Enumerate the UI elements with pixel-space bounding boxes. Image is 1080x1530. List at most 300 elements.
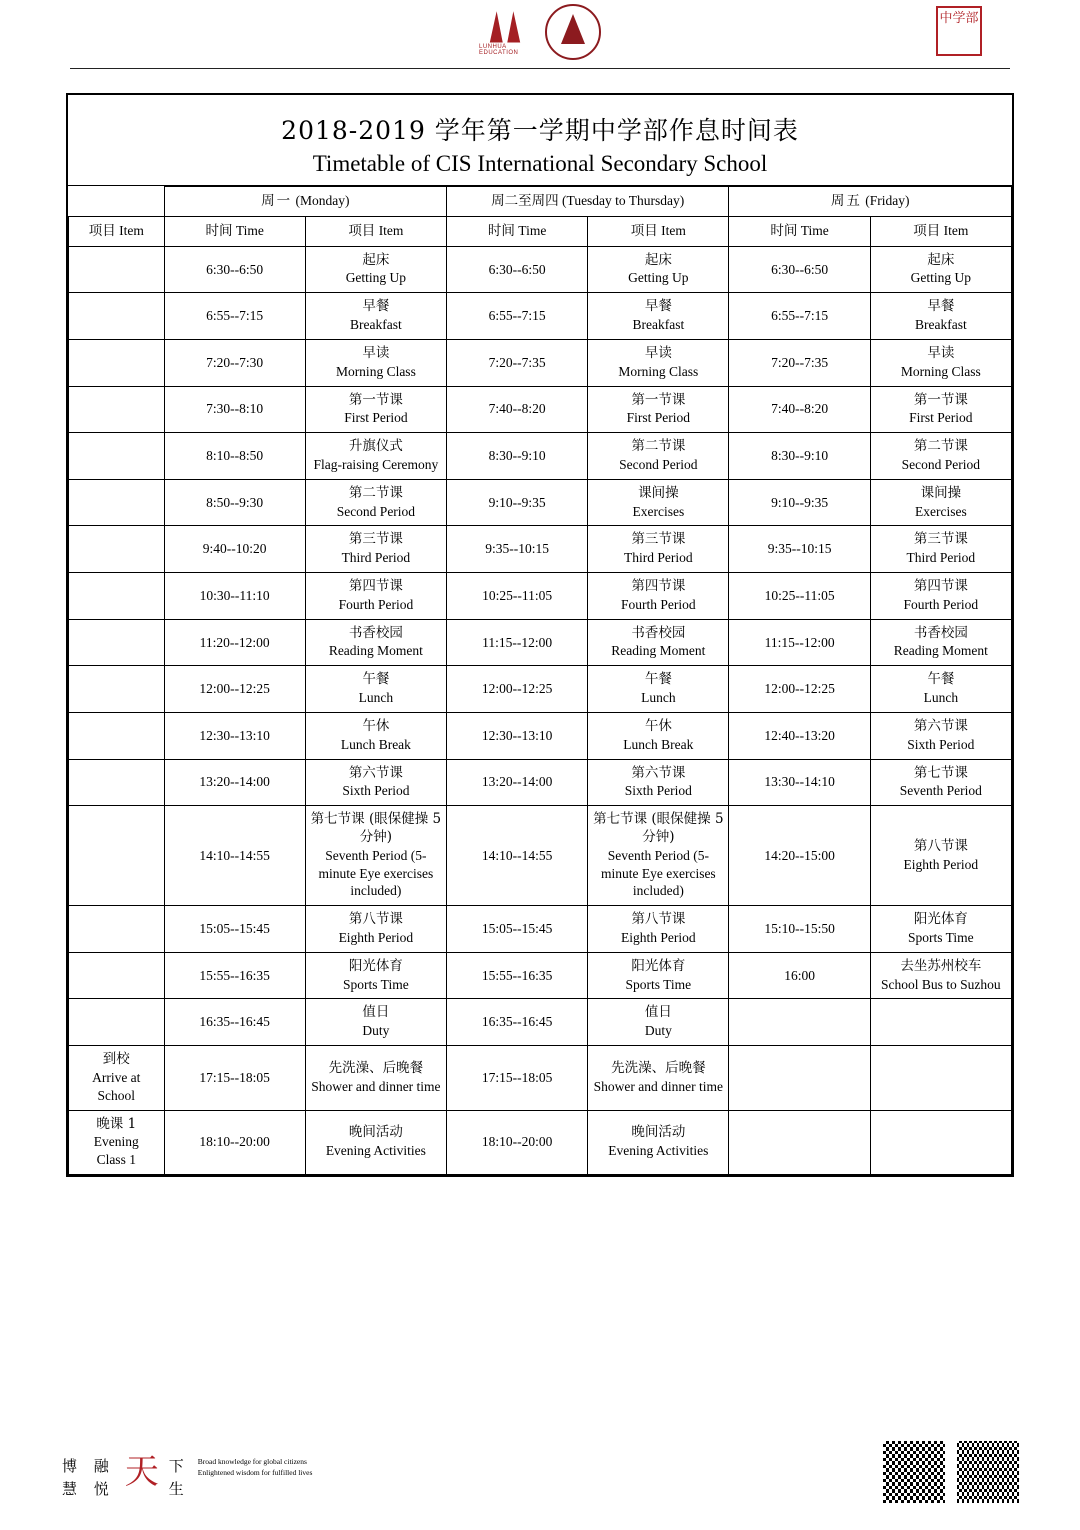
cell-mon-activity-cn: 值日 (362, 1004, 390, 1021)
cell-fri-activity (870, 906, 1011, 953)
cell-mon_time-text: 9:40--10:20 (202, 541, 267, 557)
cell-fri-activity-en: Exercises (914, 503, 967, 519)
cell-tue-activity (588, 999, 729, 1046)
table-row (69, 952, 1012, 999)
cell-fri-activity-cn: 阳光体育 (913, 911, 968, 928)
qr-code-left[interactable] (882, 1440, 946, 1504)
cell-tue-activity (588, 246, 729, 293)
cell-tue_time-text: 14:10--14:55 (481, 847, 553, 863)
cell-tue-activity (588, 619, 729, 666)
cell-mon-activity (305, 1046, 446, 1110)
cell-tue_time-text: 15:55--16:35 (481, 967, 553, 983)
cell-mon-activity (305, 712, 446, 759)
table-row (69, 712, 1012, 759)
cell-mon_time (164, 906, 305, 953)
cell-item-line2: Arrive at (92, 1069, 141, 1085)
cell-tue-activity-cn: 先洗澡、后晚餐 (611, 1059, 706, 1076)
cell-tue-activity-en: Seventh Period (5-minute Eye exercises included) (600, 847, 716, 899)
cell-mon-activity-cn: 晚间活动 (348, 1124, 403, 1141)
cell-fri-activity-en: Sports Time (908, 930, 974, 945)
cell-fri_time-text: 13:30--14:10 (764, 774, 835, 790)
subheader-item-0 (69, 216, 165, 246)
cell-fri_time (729, 712, 870, 759)
slogan-cn-left (62, 1455, 115, 1500)
lunhua-mark-icon (486, 9, 524, 43)
table-row (69, 1046, 1012, 1110)
group-monday-en: (Monday) (295, 193, 350, 208)
school-slogan-logo (62, 1452, 313, 1500)
page-footer (0, 1414, 1080, 1504)
cell-mon-activity-cn: 第一节课 (348, 391, 403, 408)
cell-item (69, 433, 165, 480)
cell-tue-activity-en: Sixth Period (624, 783, 692, 799)
cell-tue-activity (588, 573, 729, 620)
subheader-time-cn-fri: 时间 (770, 222, 798, 239)
cell-fri-activity (870, 246, 1011, 293)
cell-mon_time-text: 7:30--8:10 (206, 401, 264, 417)
cell-tue-activity-cn: 第三节课 (631, 531, 686, 548)
cell-mon_time (164, 433, 305, 480)
cell-fri_time-text: 6:30--6:50 (771, 261, 829, 277)
cell-tue_time (447, 479, 588, 526)
cell-mon-activity (305, 952, 446, 999)
cell-item-line1: 到校 (102, 1051, 130, 1068)
cell-fri-activity-en: Third Period (906, 550, 976, 566)
cell-fri-activity (870, 293, 1011, 340)
cell-mon_time (164, 1110, 305, 1174)
cell-mon_time-text: 16:35--16:45 (199, 1014, 270, 1030)
cell-mon_time-text: 7:20--7:30 (206, 354, 264, 370)
cell-tue_time-text: 9:35--10:15 (485, 541, 549, 557)
cell-mon_time-text: 11:20--12:00 (199, 634, 270, 650)
cell-tue_time (447, 573, 588, 620)
cell-mon-activity (305, 246, 446, 293)
cell-tue_time-text: 9:10--9:35 (488, 494, 546, 510)
cell-tue-activity (588, 433, 729, 480)
subheader-time-fri (729, 216, 870, 246)
cell-fri_time-text: 8:30--9:10 (771, 448, 829, 464)
cell-fri-activity-en: Fourth Period (903, 596, 979, 612)
cell-mon_time-text: 12:30--13:10 (199, 727, 270, 743)
cell-mon-activity-en: Shower and dinner time (311, 1078, 441, 1094)
cell-fri-activity-cn: 课间操 (920, 484, 962, 501)
cell-fri-activity-cn: 第二节课 (913, 438, 968, 455)
cell-mon_time-text: 15:55--16:35 (199, 967, 270, 983)
cell-mon_time (164, 573, 305, 620)
cell-fri-activity (870, 1110, 1011, 1174)
cell-mon-activity (305, 759, 446, 806)
cell-mon-activity-cn: 午休 (362, 717, 390, 734)
cell-mon-activity (305, 433, 446, 480)
subheader-time-en-tue: Time (518, 222, 547, 238)
cell-item (69, 712, 165, 759)
cell-mon_time (164, 712, 305, 759)
cell-fri-activity-cn: 第三节课 (913, 531, 968, 548)
cell-fri-activity-en: Sixth Period (907, 736, 975, 752)
cell-tue-activity (588, 293, 729, 340)
cell-tue_time (447, 806, 588, 906)
cell-fri-activity-cn: 第四节课 (913, 578, 968, 594)
page-header (70, 0, 1010, 69)
cell-fri_time-text: 15:10--15:50 (764, 921, 835, 937)
cell-mon_time-text: 6:55--7:15 (206, 308, 264, 324)
cell-fri_time (729, 906, 870, 953)
cell-tue_time-text: 16:35--16:45 (481, 1014, 553, 1030)
subheader-time-en-mon: Time (235, 222, 264, 238)
cell-fri-activity-en: Seventh Period (899, 783, 982, 799)
cell-fri-activity-cn: 第七节课 (913, 764, 968, 781)
subheader-item-en-0: Item (119, 222, 144, 238)
cell-fri_time-text: 14:20--15:00 (764, 847, 835, 863)
cell-tue-activity (588, 1046, 729, 1110)
cell-fri-activity (870, 999, 1011, 1046)
cell-mon-activity-cn: 先洗澡、后晚餐 (328, 1059, 424, 1076)
cell-mon-activity (305, 999, 446, 1046)
subheader-item-tue (588, 216, 729, 246)
cell-tue-activity-en: Getting Up (628, 270, 689, 286)
cell-tue-activity-cn: 晚间活动 (631, 1124, 686, 1141)
table-row (69, 1110, 1012, 1174)
cell-fri-activity (870, 573, 1011, 620)
cell-item (69, 999, 165, 1046)
cell-fri_time (729, 246, 870, 293)
cell-item (69, 806, 165, 906)
cell-tue-activity (588, 666, 729, 713)
cell-mon-activity-en: Sixth Period (342, 783, 410, 799)
cell-item-line1: 晚课 1 (96, 1115, 137, 1132)
subheader-item-fri (870, 216, 1011, 246)
cell-mon-activity (305, 806, 446, 906)
header-logos (479, 4, 601, 60)
cell-fri-activity-en: School Bus to Suzhou (881, 976, 1001, 992)
cell-tue-activity-cn: 第八节课 (631, 911, 686, 928)
cell-fri_time (729, 666, 870, 713)
cell-tue-activity-cn: 第二节课 (631, 438, 686, 455)
cell-mon_time-text: 6:30--6:50 (206, 261, 264, 277)
cell-item (69, 906, 165, 953)
cell-fri_time-text: 7:20--7:35 (771, 354, 829, 370)
slogan-cn-line2: 慧 悦 (62, 1479, 115, 1498)
cell-item (69, 293, 165, 340)
cell-fri-activity-en: Morning Class (900, 363, 981, 379)
timetable-body (69, 246, 1012, 1174)
cell-tue-activity (588, 339, 729, 386)
cell-mon-activity-en: Lunch (358, 690, 394, 706)
cell-tue-activity-cn: 第四节课 (631, 578, 686, 594)
cell-tue-activity-en: Reading Moment (611, 643, 706, 659)
cell-tue_time (447, 906, 588, 953)
title-block (68, 95, 1012, 186)
cell-tue-activity-en: Breakfast (632, 317, 685, 333)
table-row (69, 666, 1012, 713)
table-row (69, 999, 1012, 1046)
cell-mon_time-text: 12:00--12:25 (199, 681, 270, 697)
cell-mon-activity (305, 293, 446, 340)
cell-tue_time-text: 7:40--8:20 (488, 401, 546, 417)
cell-tue-activity-cn: 午休 (644, 717, 672, 734)
cell-mon_time-text: 10:30--11:10 (199, 587, 270, 603)
cell-mon-activity-en: Getting Up (345, 270, 407, 286)
subheader-item-cn-fri: 项目 (913, 222, 941, 239)
cell-tue_time (447, 433, 588, 480)
cell-item (69, 1110, 165, 1174)
cell-fri_time (729, 339, 870, 386)
cell-tue-activity-cn: 阳光体育 (631, 957, 686, 974)
cell-fri-activity (870, 666, 1011, 713)
cell-mon_time (164, 246, 305, 293)
cell-item (69, 246, 165, 293)
cell-mon-activity (305, 526, 446, 573)
cell-mon-activity-cn: 第二节课 (348, 484, 403, 501)
cell-mon_time (164, 619, 305, 666)
cell-fri_time-text: 7:40--8:20 (771, 401, 829, 417)
cell-fri_time (729, 479, 870, 526)
cis-school-seal-icon (545, 4, 601, 60)
table-row (69, 906, 1012, 953)
table-row (69, 526, 1012, 573)
table-row (69, 573, 1012, 620)
cell-fri-activity (870, 712, 1011, 759)
cell-fri_time-text: 9:10--9:35 (771, 494, 829, 510)
cell-tue_time (447, 246, 588, 293)
cell-fri_time-text: 6:55--7:15 (771, 308, 829, 324)
cell-tue-activity (588, 906, 729, 953)
subheader-item-en-fri: Item (943, 222, 969, 238)
table-row (69, 619, 1012, 666)
cell-tue_time-text: 13:20--14:00 (481, 774, 553, 790)
cell-mon-activity (305, 479, 446, 526)
cell-mon-activity-en: Seventh Period (5-minute Eye exercises included) (318, 847, 434, 899)
cell-tue-activity (588, 526, 729, 573)
lunhua-education-logo (479, 6, 531, 58)
timetable-document (66, 93, 1014, 1177)
cell-fri_time (729, 619, 870, 666)
table-row (69, 339, 1012, 386)
cell-tue_time-text: 18:10--20:00 (481, 1134, 553, 1150)
table-row (69, 806, 1012, 906)
cell-mon-activity-cn: 第八节课 (348, 911, 403, 928)
cell-fri_time-text: 10:25--11:05 (764, 587, 835, 603)
cell-tue-activity-en: Second Period (619, 456, 698, 472)
cell-mon-activity-cn: 起床 (362, 251, 390, 268)
subheader-item-cn-tue: 项目 (630, 222, 658, 239)
cell-mon_time (164, 293, 305, 340)
slogan-en (198, 1457, 313, 1479)
cell-tue-activity-cn: 值日 (644, 1004, 672, 1021)
cell-fri-activity-cn: 去坐苏州校车 (900, 957, 982, 974)
subheader-item-cn-0: 项目 (88, 222, 116, 239)
slogan-en-line1: Broad knowledge for global citizens (197, 1457, 307, 1466)
cell-fri-activity-en: First Period (909, 410, 973, 426)
cell-mon-activity-cn: 早读 (362, 344, 390, 361)
group-header-friday (729, 187, 1012, 217)
cell-tue-activity-en: Lunch Break (623, 736, 694, 752)
cell-mon_time-text: 17:15--18:05 (199, 1069, 270, 1085)
subheader-item-en-mon: Item (378, 222, 404, 238)
subheader-item-en-tue: Item (661, 222, 686, 238)
cell-mon_time (164, 386, 305, 433)
cell-tue-activity-en: Lunch (641, 690, 676, 706)
cell-item-line3: School (97, 1087, 136, 1103)
cell-mon_time (164, 759, 305, 806)
cell-fri_time-text: 9:35--10:15 (767, 541, 832, 557)
cell-fri-activity-cn: 第一节课 (913, 391, 968, 408)
cell-mon-activity-en: Fourth Period (338, 596, 414, 612)
cell-mon-activity-cn: 阳光体育 (348, 957, 403, 974)
cell-fri-activity-en: Lunch (923, 690, 959, 706)
cell-fri-activity (870, 1046, 1011, 1110)
cell-mon-activity (305, 906, 446, 953)
cell-tue_time (447, 619, 588, 666)
cell-mon-activity-en: Lunch Break (340, 736, 411, 752)
group-tue-thu-cn: 周二至周四 (491, 193, 559, 209)
cell-mon_time-text: 15:05--15:45 (199, 921, 270, 937)
cell-tue-activity-en: Fourth Period (621, 596, 696, 612)
group-monday-cn: 周一 (261, 193, 293, 209)
cell-fri-activity-en: Getting Up (910, 270, 972, 286)
table-group-header-row (69, 187, 1012, 217)
subheader-item-mon (305, 216, 446, 246)
cell-item (69, 573, 165, 620)
cell-tue-activity-en: First Period (626, 410, 691, 426)
cell-tue-activity-cn: 早餐 (644, 298, 672, 315)
cell-mon_time-text: 18:10--20:00 (199, 1134, 270, 1150)
slogan-cn-line2b: 生 (168, 1479, 190, 1498)
cell-mon-activity-cn: 午餐 (362, 671, 390, 688)
cell-mon-activity-cn: 升旗仪式 (348, 438, 403, 455)
cell-fri-activity-cn: 午餐 (927, 671, 955, 688)
group-friday-cn: 周五 (830, 193, 862, 209)
cell-fri-activity-en: Reading Moment (893, 643, 988, 659)
cell-mon-activity (305, 386, 446, 433)
cell-fri_time-text: 11:15--12:00 (764, 634, 835, 650)
cell-tue_time-text: 12:00--12:25 (481, 681, 553, 697)
cell-tue_time-text: 6:30--6:50 (488, 261, 546, 277)
cell-tue-activity-cn: 第六节课 (631, 764, 686, 781)
cell-tue_time (447, 386, 588, 433)
cell-mon-activity (305, 573, 446, 620)
group-friday-en: (Friday) (865, 193, 910, 208)
cell-tue_time (447, 1110, 588, 1174)
cell-mon-activity-en: Second Period (336, 503, 416, 519)
slogan-cn-line1b: 下 (168, 1457, 190, 1475)
cell-mon-activity (305, 339, 446, 386)
slogan-cn-line1: 博 融 (62, 1457, 115, 1475)
slogan-red-mark-icon (124, 1452, 159, 1492)
subheader-time-cn-tue: 时间 (487, 222, 515, 239)
cell-tue-activity-en: Shower and dinner time (593, 1078, 724, 1094)
cell-fri-activity (870, 339, 1011, 386)
cell-fri_time (729, 293, 870, 340)
page-title-en: Timetable of CIS International Secondary School (312, 151, 768, 176)
cell-mon-activity-en: Flag-raising Ceremony (313, 456, 439, 472)
cell-tue_time-text: 6:55--7:15 (488, 308, 546, 324)
cell-mon_time-text: 8:10--8:50 (206, 448, 264, 464)
cell-item (69, 952, 165, 999)
cell-tue_time-text: 12:30--13:10 (481, 727, 553, 743)
cell-tue-activity-cn: 早读 (644, 344, 672, 361)
table-row (69, 386, 1012, 433)
cell-mon_time-text: 13:20--14:00 (199, 774, 270, 790)
timetable (68, 186, 1012, 1175)
cell-mon-activity-en: Sports Time (343, 976, 409, 992)
cell-tue_time-text: 11:15--12:00 (482, 634, 553, 650)
cell-tue_time (447, 293, 588, 340)
cell-mon-activity-en: First Period (344, 410, 408, 426)
cell-mon-activity (305, 619, 446, 666)
cell-mon_time (164, 479, 305, 526)
cell-tue_time (447, 952, 588, 999)
cell-fri_time (729, 1046, 870, 1110)
cell-tue-activity-cn: 午餐 (644, 671, 672, 688)
cell-tue_time (447, 759, 588, 806)
subheader-time-cn-mon: 时间 (205, 222, 233, 239)
group-tue-thu-en: (Tuesday to Thursday) (562, 193, 685, 208)
cell-tue-activity (588, 386, 729, 433)
cell-tue_time (447, 1046, 588, 1110)
cell-mon-activity-cn: 书香校园 (348, 624, 403, 641)
cell-mon-activity (305, 1110, 446, 1174)
cell-mon-activity-en: Reading Moment (328, 643, 423, 659)
cell-item (69, 1046, 165, 1110)
cell-fri-activity-en: Eighth Period (903, 856, 979, 872)
qr-code-right[interactable] (956, 1440, 1020, 1504)
cell-mon_time (164, 999, 305, 1046)
table-subheader-row (69, 216, 1012, 246)
cell-fri_time (729, 433, 870, 480)
cell-tue-activity (588, 952, 729, 999)
group-header-tue-thu (447, 187, 729, 217)
cell-tue_time (447, 712, 588, 759)
cell-mon-activity-en: Morning Class (335, 363, 416, 379)
cell-item (69, 339, 165, 386)
subheader-time-mon (164, 216, 305, 246)
cell-fri-activity (870, 759, 1011, 806)
cell-tue-activity-en: Evening Activities (608, 1143, 709, 1159)
cell-mon_time-text: 8:50--9:30 (206, 494, 264, 510)
cell-fri-activity (870, 526, 1011, 573)
cell-mon-activity-en: Evening Activities (325, 1143, 426, 1159)
cell-mon_time (164, 526, 305, 573)
slogan-mark-1: 天 (124, 1452, 159, 1492)
slogan-en-line2: Enlightened wisdom for fulfilled lives (197, 1467, 313, 1477)
cell-item-line3: Class 1 (96, 1152, 136, 1168)
cell-mon-activity-en: Third Period (341, 550, 411, 566)
cell-item-line2: Evening (93, 1134, 139, 1150)
cell-mon_time (164, 806, 305, 906)
group-header-monday (164, 187, 446, 217)
cell-tue_time (447, 666, 588, 713)
table-row (69, 479, 1012, 526)
cell-fri-activity-cn: 第八节课 (913, 837, 968, 854)
cell-mon-activity-en: Eighth Period (338, 930, 414, 945)
cell-tue_time (447, 339, 588, 386)
cell-fri_time (729, 386, 870, 433)
cell-tue-activity (588, 759, 729, 806)
corner-cell (69, 187, 165, 217)
cell-fri-activity (870, 386, 1011, 433)
cell-fri_time (729, 806, 870, 906)
cell-tue-activity-en: Third Period (624, 550, 693, 566)
cell-mon_time (164, 1046, 305, 1110)
cell-fri_time (729, 759, 870, 806)
cell-fri-activity-cn: 早餐 (927, 298, 955, 315)
cell-tue_time-text: 10:25--11:05 (482, 587, 553, 603)
cell-tue-activity-en: Duty (644, 1023, 672, 1039)
cell-mon_time (164, 952, 305, 999)
cell-fri-activity (870, 433, 1011, 480)
cell-fri-activity (870, 806, 1011, 906)
